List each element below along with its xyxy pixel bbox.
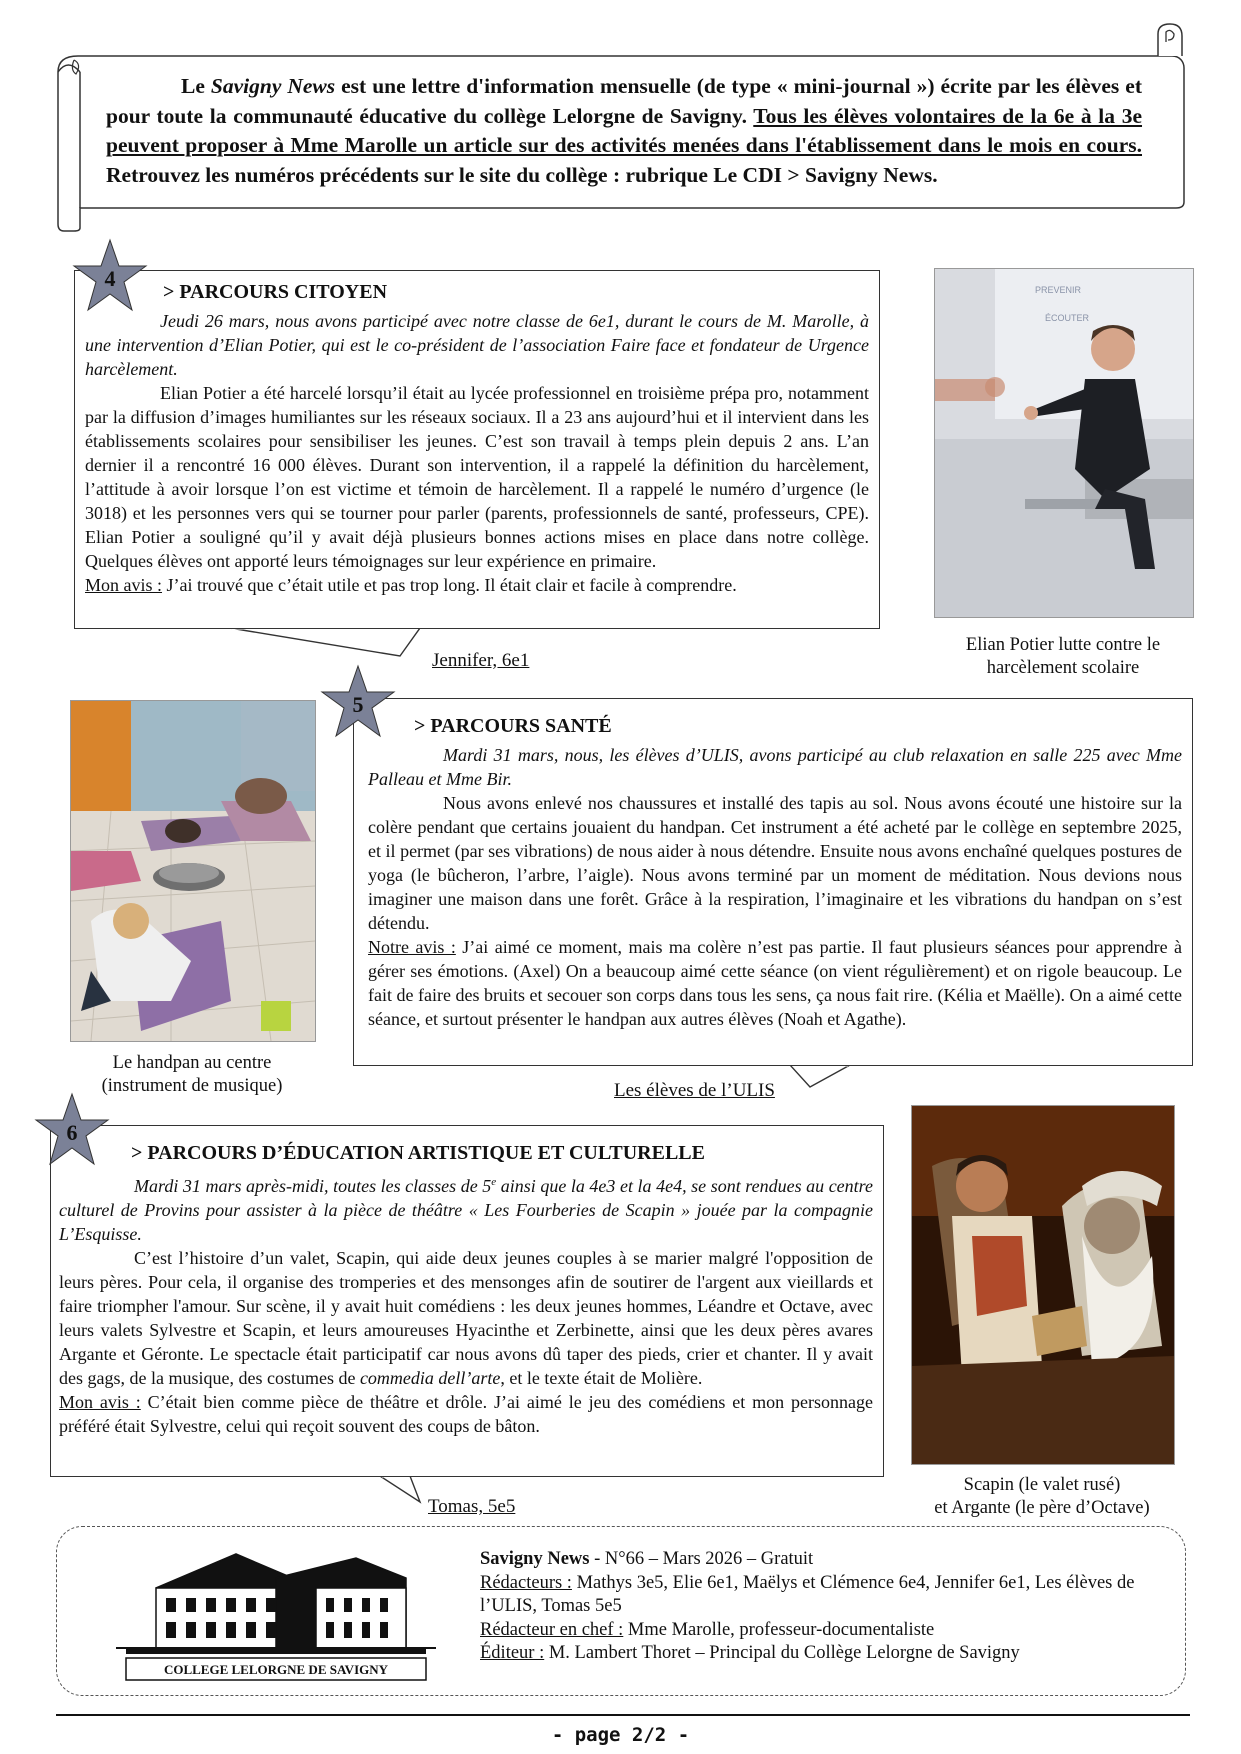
body-italic: commedia dell’arte (359, 1368, 501, 1388)
intro-sentence-1: est une lettre d'information mensuelle (de type « mini-journal ») écrite par les élèves et pour toute la communauté éducative du collège Lelorgne de Savigny. (106, 74, 1143, 128)
photo-caption: Elian Potier lutte contre le harcèlement scolaire (965, 635, 1161, 678)
intro-sentence-2: Retrouvez les numéros précédents sur le site du collège : rubrique Le CDI > Savigny News. (106, 162, 938, 187)
article-signature: Tomas, 5e5 (428, 1496, 516, 1517)
photo-elian-potier (934, 268, 1194, 618)
svg-text:ÉCOUTER: ÉCOUTER (1045, 313, 1090, 323)
article-parcours-citoyen (74, 270, 880, 629)
article-opinion (59, 1390, 873, 1438)
footer-publisher (480, 1642, 1160, 1666)
star-badge-6 (34, 1092, 110, 1168)
star-number: 6 (66, 1120, 78, 1145)
star-badge-4 (72, 238, 148, 314)
lead-superscript: e (491, 1176, 497, 1188)
footer-issue-line (480, 1548, 1160, 1572)
article-title: > PARCOURS D’ÉDUCATION ARTISTIQUE ET CULTURELLE (131, 1142, 705, 1164)
article-signature: Jennifer, 6e1 (432, 650, 530, 671)
newsletter-name: Savigny News (480, 1549, 590, 1569)
speech-tail (790, 1065, 880, 1089)
opinion-label: Notre avis : (368, 937, 456, 957)
article-lead: Mardi 31 mars, nous, les élèves d’ULIS, avons participé au club relaxation en salle 225 avec Mme Palleau et Mme Bir. (368, 745, 1182, 789)
opinion-label: Mon avis : (85, 575, 163, 595)
publisher-name: M. Lambert Thoret – Principal du Collège Lelorgne de Savigny (544, 1643, 1020, 1663)
opinion-text: C’était bien comme pièce de théâtre et drôle. J’ai aimé le jeu des comédiens et mon personnage préféré était Sylvestre, celui qui reçoit souvent des coups de bâton. (59, 1392, 873, 1436)
logo-text: COLLEGE LELORGNE DE SAVIGNY (163, 1662, 389, 1677)
intro-newsletter-name: Savigny News (210, 74, 336, 98)
article-title: > PARCOURS CITOYEN (163, 281, 388, 303)
article-lead (59, 1170, 873, 1246)
article-body: Elian Potier a été harcelé lorsqu’il était au lycée professionnel en troisième prépa pro, notamment par la diffusion d’images humiliantes sur les réseaux sociaux. Il a 23 ans aujourd’hui et il intervient dans les établissements scolaires pour sensibiliser les jeunes. C’est son travail à temps plein depuis 2 ans. L’an dernier il a rencontré 16 000 élèves. Durant son intervention, il a rappelé la définition du harcèlement, l’attitude à avoir lorsque l’on est victime et témoin de harcèlement. Il a rappelé le numéro d’urgence (le 3018) et les personnes vers qui se tourner pour parler (parents, professionnels de santé, professeurs, CPE). Elian Potier a souligné qu’il y avait déjà plusieurs bonnes actions mises en place dans notre collège. Quelques élèves ont apporté leurs témoignages sur leur expérience en primaire. (85, 383, 869, 571)
speech-tail (220, 628, 420, 658)
footer-editor-chief (480, 1619, 1160, 1643)
opinion-text: J’ai trouvé que c’était utile et pas trop long. Il était clair et facile à comprendre. (162, 575, 737, 595)
body-part: C’est l’histoire d’un valet, Scapin, qui aide deux jeunes couples à se marier malgré l'opposition de leurs pères. Pour cela, il organise des tromperies et des mensonges afin de soutirer de l'argent aux vieillards et faire triompher l'amour. Sur scène, il y avait huit comédiens : les deux jeunes hommes, Léandre et Octave, avec leurs valets Sylvestre et Scapin, et leurs amoureuses Hyacinthe et Zerbinette, ainsi que les deux pères avares Argante et Géronte. Le spectacle était participatif car nous avons dû taper des pieds, crier et chanter. Il y avait des gags, de la musique, des costumes de (59, 1248, 873, 1388)
article-parcours-sante (353, 698, 1193, 1066)
lead-part: Mardi 31 mars après-midi, toutes les classes de 5 (134, 1176, 492, 1196)
opinion-text: J’ai aimé ce moment, mais ma colère n’est pas partie. Il faut plusieurs séances pour apprendre à gérer ses émotions. (Axel) On a beaucoup aimé cette séance (on vient régulièrement) et on rigole beaucoup. Le fait de faire des bruits et secouer son corps dans tous les sens, ça nous fait rire. (Kélia et Maëlle). On a aimé cette séance, et surtout présenter le handpan aux autres élèves (Noah et Agathe). (368, 937, 1182, 1029)
publisher-label: Éditeur : (480, 1643, 545, 1663)
intro-prefix: Le (181, 74, 211, 98)
svg-text:PREVENIR: PREVENIR (1035, 285, 1082, 295)
editor-chief-label: Rédacteur en chef : (480, 1619, 624, 1640)
article-lead: Jeudi 26 mars, nous avons participé avec notre classe de 6e1, durant le cours de M. Marolle, à une intervention d’Elian Potier, qui est le co-président de l’association Faire face et fondateur de Urgence harcèlement. (85, 311, 869, 379)
article-body (59, 1246, 873, 1390)
article-parcours-education-artistique (50, 1125, 884, 1477)
intro-paragraph (106, 72, 1142, 190)
star-badge-5 (320, 664, 396, 740)
lead-part: ainsi que la 4e3 et la 4e4, se sont rendues au centre culturel de Provins pour assister à la pièce de théâtre « Les Fourberies de Scapin » jouée par la compagnie L’Esquisse. (59, 1176, 874, 1244)
writers-list: Mathys 3e5, Elie 6e1, Maëlys et Clémence 6e4, Jennifer 6e1, Les élèves de l’ULIS, Tomas 5e5 (480, 1572, 1135, 1616)
photo-caption (891, 1474, 1193, 1520)
article-opinion (85, 573, 869, 597)
star-number: 5 (352, 692, 364, 717)
caption-line: et Argante (le père d’Octave) (934, 1498, 1150, 1518)
photo-caption: Le handpan au centre (instrument de musique) (101, 1053, 283, 1096)
article-opinion (368, 935, 1182, 1031)
opinion-label: Mon avis : (59, 1392, 141, 1412)
page-number: - page 2/2 - (551, 1724, 690, 1746)
photo-handpan (70, 700, 316, 1042)
college-logo (116, 1538, 436, 1688)
article-body: Nous avons enlevé nos chaussures et installé des tapis au sol. Nous avons écouté une histoire sur la colère pendant que certains jouaient du handpan. Cet instrument a été acheté par le collège en septembre 2025, et il permet (par ses vibrations) de nous aider à nous détendre. Ensuite nous avons enchaîné quelques postures de yoga (le bûcheron, l’arbre, l’aigle). Nous avons terminé par un moment de méditation. Nous devions nous imaginer une maison dans une forêt. Grâce à la respiration, l’imaginaire et les vibrations du handpan on s’est détendu. (368, 793, 1182, 933)
photo-scapin-argante (911, 1105, 1175, 1465)
page-divider (56, 1714, 1190, 1716)
intro-call-to-action: Tous les élèves volontaires de la 6e à la 3e peuvent proposer à Mme Marolle un article sur des activités menées dans l'établissement dans le mois en cours. (106, 103, 1143, 157)
footer-writers (480, 1572, 1160, 1619)
footer-credits (480, 1548, 1160, 1666)
issue-info: - N°66 – Mars 2026 – Gratuit (589, 1549, 814, 1569)
writers-label: Rédacteurs : (480, 1572, 572, 1593)
body-part: , et le texte était de Molière. (500, 1368, 703, 1388)
editor-chief-name: Mme Marolle, professeur-documentaliste (623, 1619, 935, 1640)
star-number: 4 (104, 266, 116, 291)
caption-line: Scapin (le valet rusé) (963, 1475, 1121, 1495)
article-title: > PARCOURS SANTÉ (414, 715, 612, 737)
article-signature: Les élèves de l’ULIS (614, 1080, 775, 1101)
scroll-curl-icon (1150, 22, 1190, 62)
